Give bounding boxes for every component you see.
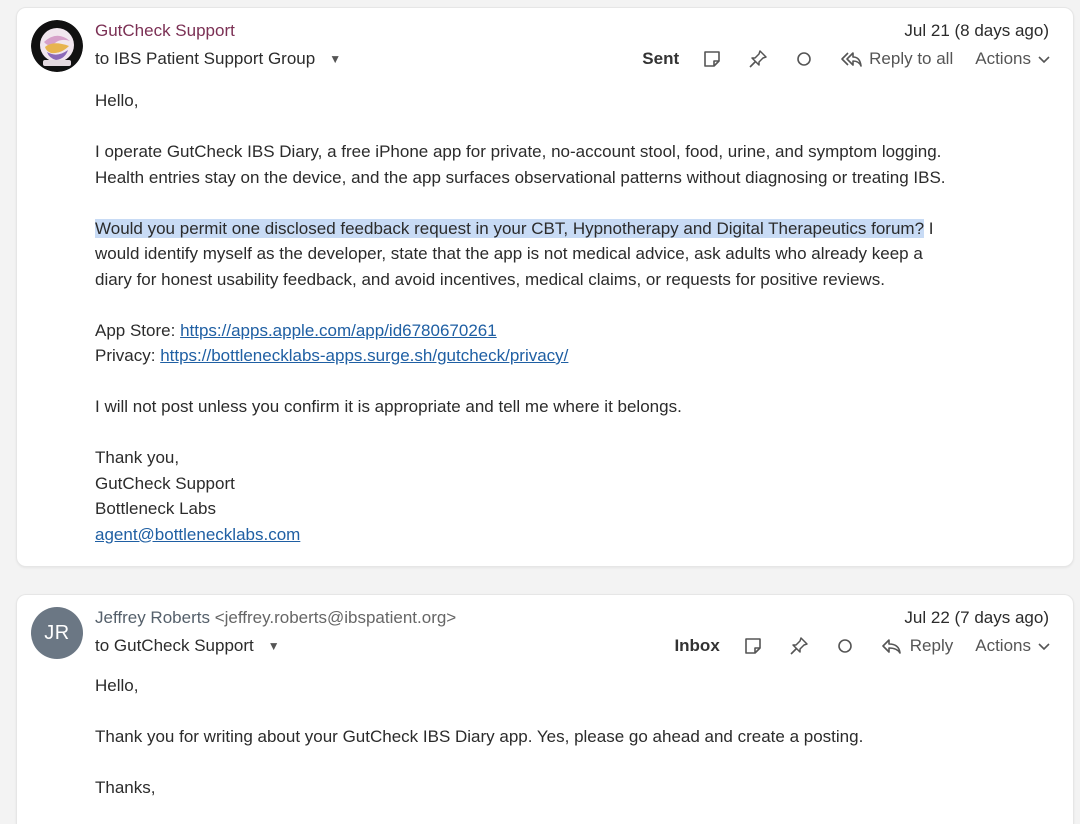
sender-name[interactable]: GutCheck Support — [95, 21, 235, 40]
message-toolbar — [674, 633, 1051, 659]
message-date: Jul 21 (8 days ago) — [904, 21, 1049, 40]
recipient-line — [95, 636, 280, 656]
caret-down-icon[interactable]: ▼ — [329, 52, 342, 66]
recipient-label: to IBS Patient Support Group — [95, 49, 316, 68]
links-paragraph: App Store: https://apps.apple.com/app/id6780670261 Privacy: https://bottlenecklabs-apps.surge.sh/gutcheck/privacy/ — [95, 320, 569, 365]
circle-icon[interactable] — [834, 635, 856, 657]
actions-button[interactable] — [975, 49, 1051, 69]
note-icon[interactable] — [701, 48, 723, 70]
message-date: Jul 22 (7 days ago) — [904, 608, 1049, 627]
chevron-down-icon — [1037, 641, 1051, 651]
appstore-link[interactable]: https://apps.apple.com/app/id6780670261 — [180, 320, 497, 340]
pin-icon[interactable] — [788, 635, 810, 657]
intro-paragraph: I operate GutCheck IBS Diary, a free iPhone app for private, no-account stool, food, urine, and symptom logging. Health entries stay on the device, and the app surfaces observational patterns without diagnosing or treating IBS. — [95, 142, 946, 187]
message-card-sent — [16, 7, 1074, 567]
closing: Thanks, — [95, 778, 156, 797]
circle-icon[interactable] — [793, 48, 815, 70]
message-body — [95, 673, 995, 801]
sender-email: <jeffrey.roberts@ibspatient.org> — [214, 608, 457, 627]
confirm-paragraph: I will not post unless you confirm it is appropriate and tell me where it belongs. — [95, 397, 682, 416]
actions-button[interactable] — [975, 636, 1051, 656]
reply-all-button[interactable] — [839, 49, 953, 69]
pin-icon[interactable] — [747, 48, 769, 70]
signature-email-link[interactable]: agent@bottlenecklabs.com — [95, 524, 301, 544]
recipient-line — [95, 49, 341, 69]
reply-label: Reply — [909, 636, 954, 655]
reply-paragraph: Thank you for writing about your GutCheck IBS Diary app. Yes, please go ahead and create a posting. — [95, 727, 864, 746]
sender-line — [95, 21, 235, 41]
actions-label: Actions — [975, 49, 1031, 68]
reply-all-label: Reply to all — [869, 49, 954, 68]
request-paragraph: Would you permit one disclosed feedback request in your CBT, Hypnotherapy and Digital Therapeutics forum? I would identify myself as the developer, state that the app is not medical advice, ask adults who already keep a diary for honest usability feedback, and avoid incentives, medical claims, or requests for positive reviews. — [95, 218, 934, 289]
highlighted-text: Would you permit one disclosed feedback request in your CBT, Hypnotherapy and Digital Therapeutics forum? — [95, 218, 925, 238]
caret-down-icon[interactable]: ▼ — [267, 639, 280, 653]
message-card-inbox — [16, 594, 1074, 824]
reply-all-icon — [839, 49, 863, 69]
folder-label: Inbox — [674, 636, 720, 655]
privacy-link[interactable]: https://bottlenecklabs-apps.surge.sh/gutcheck/privacy/ — [160, 346, 569, 365]
note-icon[interactable] — [742, 635, 764, 657]
message-toolbar — [642, 46, 1051, 72]
folder-label: Sent — [642, 49, 680, 68]
sender-line — [95, 608, 456, 628]
sender-avatar[interactable]: JR — [31, 607, 83, 659]
message-body — [95, 88, 995, 547]
reply-button[interactable] — [880, 636, 953, 656]
signature: Thank you, GutCheck Support Bottleneck Labs agent@bottlenecklabs.com — [95, 448, 301, 544]
sender-avatar[interactable] — [31, 20, 83, 72]
recipient-label: to GutCheck Support — [95, 636, 254, 655]
sender-name[interactable]: Jeffrey Roberts — [95, 608, 210, 627]
chevron-down-icon — [1037, 54, 1051, 64]
actions-label: Actions — [975, 636, 1031, 655]
greeting: Hello, — [95, 91, 139, 110]
reply-icon — [880, 636, 904, 656]
greeting: Hello, — [95, 676, 139, 695]
